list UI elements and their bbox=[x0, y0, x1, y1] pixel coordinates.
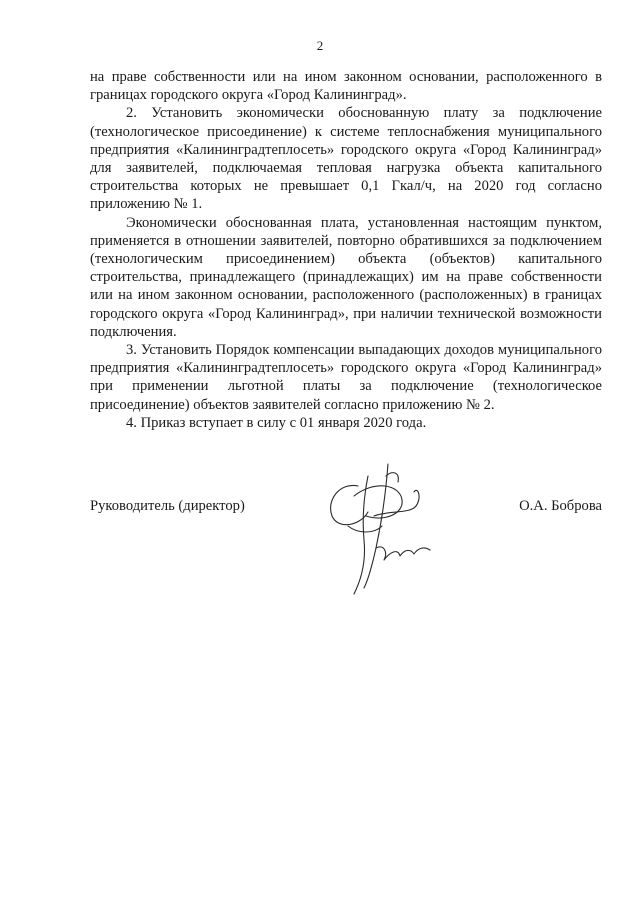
document-body bbox=[90, 68, 602, 432]
paragraph-item-4: 4. Приказ вступает в силу с 01 января 2020 года. bbox=[126, 414, 427, 431]
signer-title: Руководитель (директор) bbox=[90, 498, 245, 514]
paragraph-item-2: 2. Установить экономически обоснованную плату за подключение (технологическое присоединение) к системе теплоснабжения муниципального предприятия «Калининградтеплосеть» городского округа «Город Калининград» для заявителей, подключаемая тепловая нагрузка объекта капитального строительства которых не превышает 0,1 Гкал/ч, на 2020 год согласно приложению № 1. bbox=[90, 105, 602, 213]
page-number: 2 bbox=[316, 38, 324, 53]
handwritten-signature bbox=[318, 456, 448, 606]
signer-name: О.А. Боброва bbox=[519, 498, 602, 514]
paragraph-item-2-note: Экономически обоснованная плата, установленная настоящим пунктом, применяется в отношении заявителей, повторно обратившихся за подключением (технологическим присоединением) объекта (объектов) капитального строительства, принадлежащего (принадлежащих) им на праве собственности или на ином законном основании, расположенного (расположенных) в границах городского округа «Город Калининград», при наличии технической возможности подключения. bbox=[90, 214, 602, 340]
paragraph-item-3: 3. Установить Порядок компенсации выпадающих доходов муниципального предприятия «Калининградтеплосеть» городского округа «Город Калининград» при применении льготной платы за подключение (технологическое присоединение) объектов заявителей согласно приложению № 2. bbox=[90, 342, 602, 413]
paragraph-continuation: на праве собственности или на ином законном основании, расположенного в границах городского округа «Город Калининград». bbox=[90, 69, 602, 104]
